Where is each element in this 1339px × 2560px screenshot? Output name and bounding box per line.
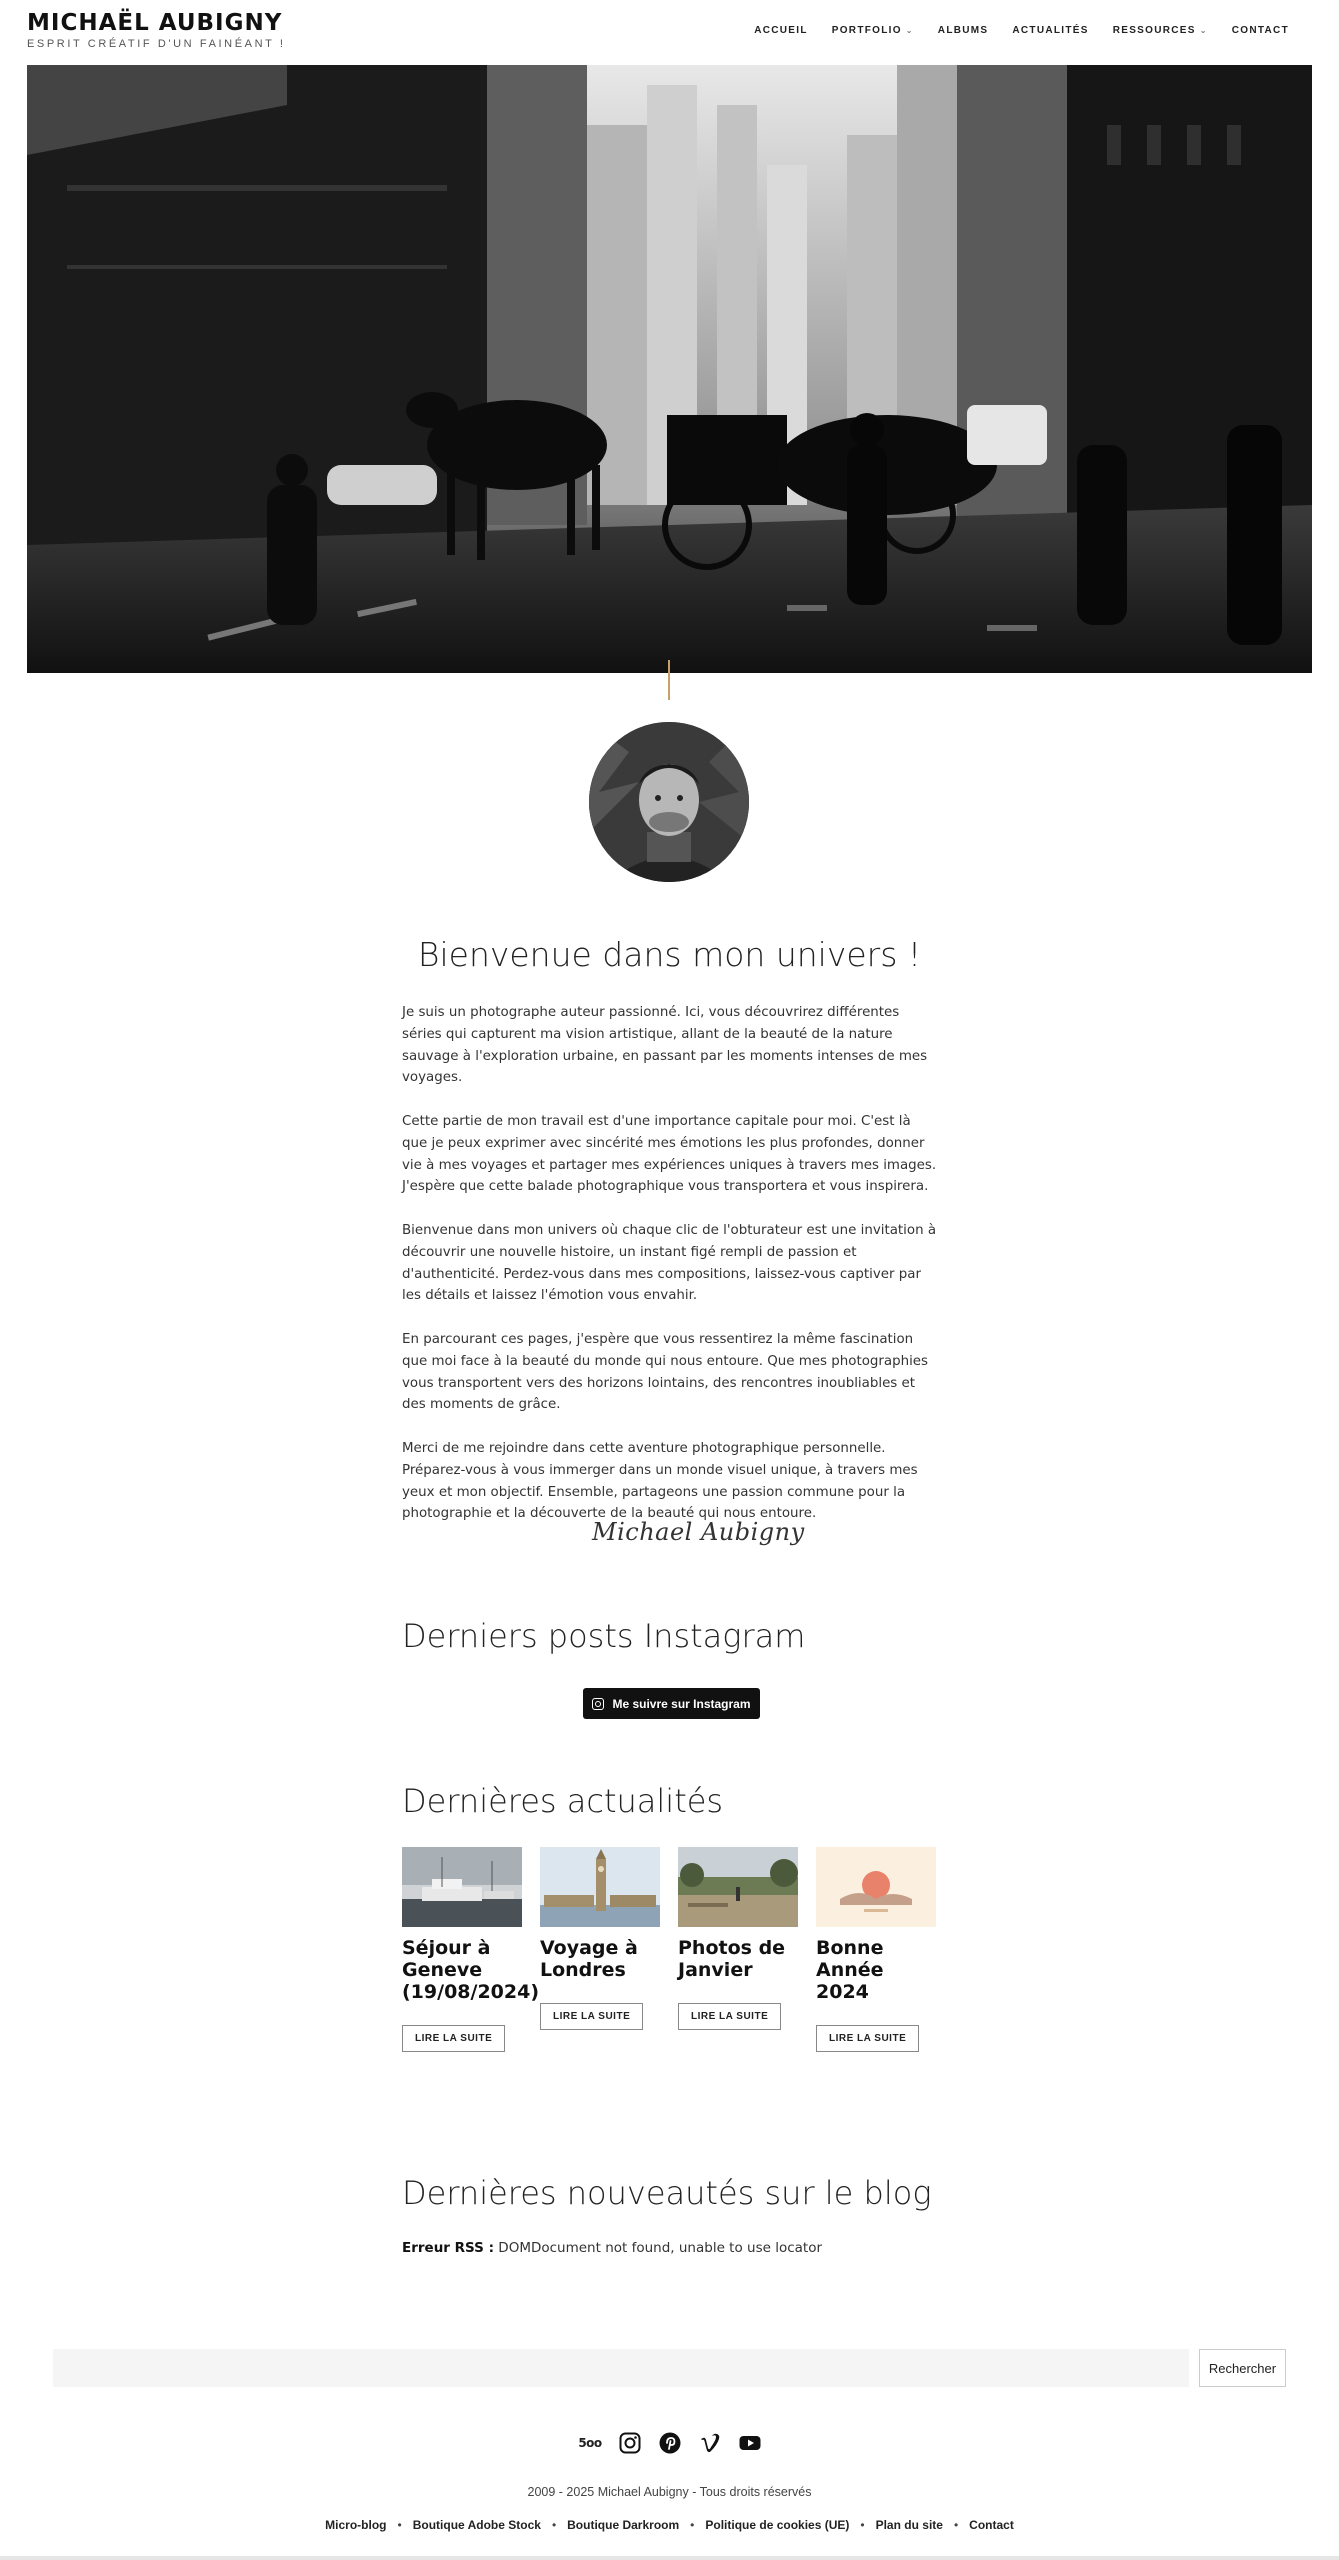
- news-thumbnail[interactable]: [540, 1847, 660, 1927]
- news-card: [678, 1847, 798, 2030]
- nav-item-actualites[interactable]: [1000, 25, 1100, 36]
- nav-item-label: CONTACT: [1231, 25, 1289, 36]
- instagram-title: Derniers posts Instagram: [402, 1617, 806, 1655]
- footer-separator: •: [397, 2518, 402, 2532]
- nav-item-ressources[interactable]: [1101, 25, 1220, 36]
- read-more-button[interactable]: LIRE LA SUITE: [402, 2025, 505, 2052]
- avatar: [589, 722, 749, 882]
- rss-error-message: DOMDocument not found, unable to use locator: [498, 2240, 823, 2256]
- intro-paragraph: Merci de me rejoindre dans cette aventure photographique personnelle. Préparez-vous à vous immerger dans un monde visuel unique, à travers mes yeux et mon objectif. Ensemble, partageons une passion commune pour la photographie et la découverte de la beauté qui nous entoure.: [402, 1440, 918, 1522]
- nav-item-albums[interactable]: [926, 25, 1001, 36]
- footer-link[interactable]: Plan du site: [875, 2518, 943, 2532]
- rss-error-label: Erreur RSS :: [402, 2240, 494, 2256]
- bottom-rule: [0, 2556, 1339, 2560]
- 500px-icon[interactable]: [577, 2430, 603, 2456]
- instagram-icon[interactable]: [617, 2430, 643, 2456]
- nav-item-label: ACCUEIL: [754, 25, 808, 36]
- footer-separator: •: [953, 2518, 959, 2532]
- nav-item-label: ACTUALITÉS: [1012, 25, 1089, 36]
- intro-text: [402, 1002, 937, 1547]
- rss-error: [402, 2240, 822, 2256]
- nav-item-contact[interactable]: [1220, 25, 1301, 36]
- news-thumbnail[interactable]: [678, 1847, 798, 1927]
- nav-item-label: ALBUMS: [937, 25, 989, 36]
- search-input[interactable]: [53, 2349, 1189, 2387]
- site-tagline: ESPRIT CRÉATIF D'UN FAINÉANT !: [27, 38, 286, 50]
- news-card: [402, 1847, 540, 2052]
- footer-separator: •: [551, 2518, 557, 2532]
- follow-instagram-label: Me suivre sur Instagram: [612, 1696, 751, 1711]
- social-links: [577, 2430, 763, 2456]
- signature: Michael Aubigny: [592, 1518, 805, 1546]
- nav-item-portfolio[interactable]: [820, 25, 926, 36]
- footer-links: [0, 2518, 1339, 2532]
- footer-link[interactable]: Micro-blog: [325, 2518, 387, 2532]
- site-title[interactable]: MICHAËL AUBIGNY: [27, 10, 283, 36]
- intro-paragraph: Bienvenue dans mon univers où chaque clic de l'obturateur est une invitation à découvrir une nouvelle histoire, un instant figé rempli de passion et d'authenticité. Perdez-vous dans mes compositions, laissez-vous captiver par les détails et laissez l'émotion vous envahir.: [402, 1222, 937, 1304]
- vimeo-icon[interactable]: [697, 2430, 723, 2456]
- news-card: [816, 1847, 936, 2052]
- footer-separator: •: [690, 2518, 695, 2532]
- read-more-button[interactable]: LIRE LA SUITE: [678, 2003, 781, 2030]
- chevron-down-icon: ⌄: [1199, 26, 1208, 35]
- nav-item-accueil[interactable]: [742, 25, 820, 36]
- read-more-button[interactable]: LIRE LA SUITE: [816, 2025, 919, 2052]
- main-nav: [742, 25, 1301, 36]
- news-thumbnail[interactable]: [816, 1847, 936, 1927]
- brand[interactable]: [27, 10, 286, 50]
- news-card: [540, 1847, 660, 2030]
- intro-paragraph: Cette partie de mon travail est d'une importance capitale pour moi. C'est là que je peux exprimer avec sincérité mes émotions les plus profondes, donner vie à mes voyages et partager mes expériences uniques à travers mes images. J'espère que cette balade photographique vous transportera et vous inspirera.: [402, 1113, 937, 1195]
- news-title[interactable]: Voyage à Londres: [540, 1937, 638, 1981]
- pinterest-icon[interactable]: [657, 2430, 683, 2456]
- nav-item-label: PORTFOLIO: [831, 25, 902, 36]
- instagram-icon: [592, 1698, 604, 1710]
- footer-link[interactable]: Boutique Darkroom: [567, 2518, 680, 2532]
- nav-item-label: RESSOURCES: [1112, 25, 1196, 36]
- site-header: [0, 0, 1339, 64]
- news-title[interactable]: Séjour à Geneve (19/08/2024): [402, 1937, 540, 2003]
- blog-title: Dernières nouveautés sur le blog: [402, 2174, 932, 2212]
- intro-paragraph: En parcourant ces pages, j'espère que vous ressentirez la même fascination que moi face à la beauté du monde qui nous entoure. Que mes photographies vous transportent vers des horizons lointains, des rencontres inoubliables et des moments de grâce.: [402, 1331, 929, 1413]
- search-button[interactable]: Rechercher: [1199, 2349, 1286, 2387]
- news-title: Dernières actualités: [402, 1782, 724, 1820]
- follow-instagram-button[interactable]: [583, 1688, 760, 1719]
- intro-paragraph: Je suis un photographe auteur passionné. Ici, vous découvrirez différentes séries qui capturent ma vision artistique, allant de la beauté de la nature sauvage à l'exploration urbaine, en passant par les moments intenses de mes voyages.: [402, 1005, 928, 1086]
- footer-link[interactable]: Boutique Adobe Stock: [412, 2518, 541, 2532]
- youtube-icon[interactable]: [737, 2430, 763, 2456]
- footer-separator: •: [860, 2518, 865, 2532]
- read-more-button[interactable]: LIRE LA SUITE: [540, 2003, 643, 2030]
- accent-connector-line: [668, 660, 670, 700]
- news-title[interactable]: Bonne Année 2024: [816, 1937, 884, 2003]
- news-title[interactable]: Photos de Janvier: [678, 1937, 786, 1981]
- footer-link[interactable]: Politique de cookies (UE): [705, 2518, 850, 2532]
- news-thumbnail[interactable]: [402, 1847, 522, 1927]
- footer-link[interactable]: Contact: [969, 2518, 1014, 2532]
- 500px-glyph: 5oo: [578, 2436, 602, 2450]
- welcome-title: Bienvenue dans mon univers !: [417, 935, 922, 974]
- hero-image: [27, 65, 1312, 673]
- chevron-down-icon: ⌄: [905, 26, 914, 35]
- copyright: 2009 - 2025 Michael Aubigny - Tous droits réservés: [527, 2485, 812, 2499]
